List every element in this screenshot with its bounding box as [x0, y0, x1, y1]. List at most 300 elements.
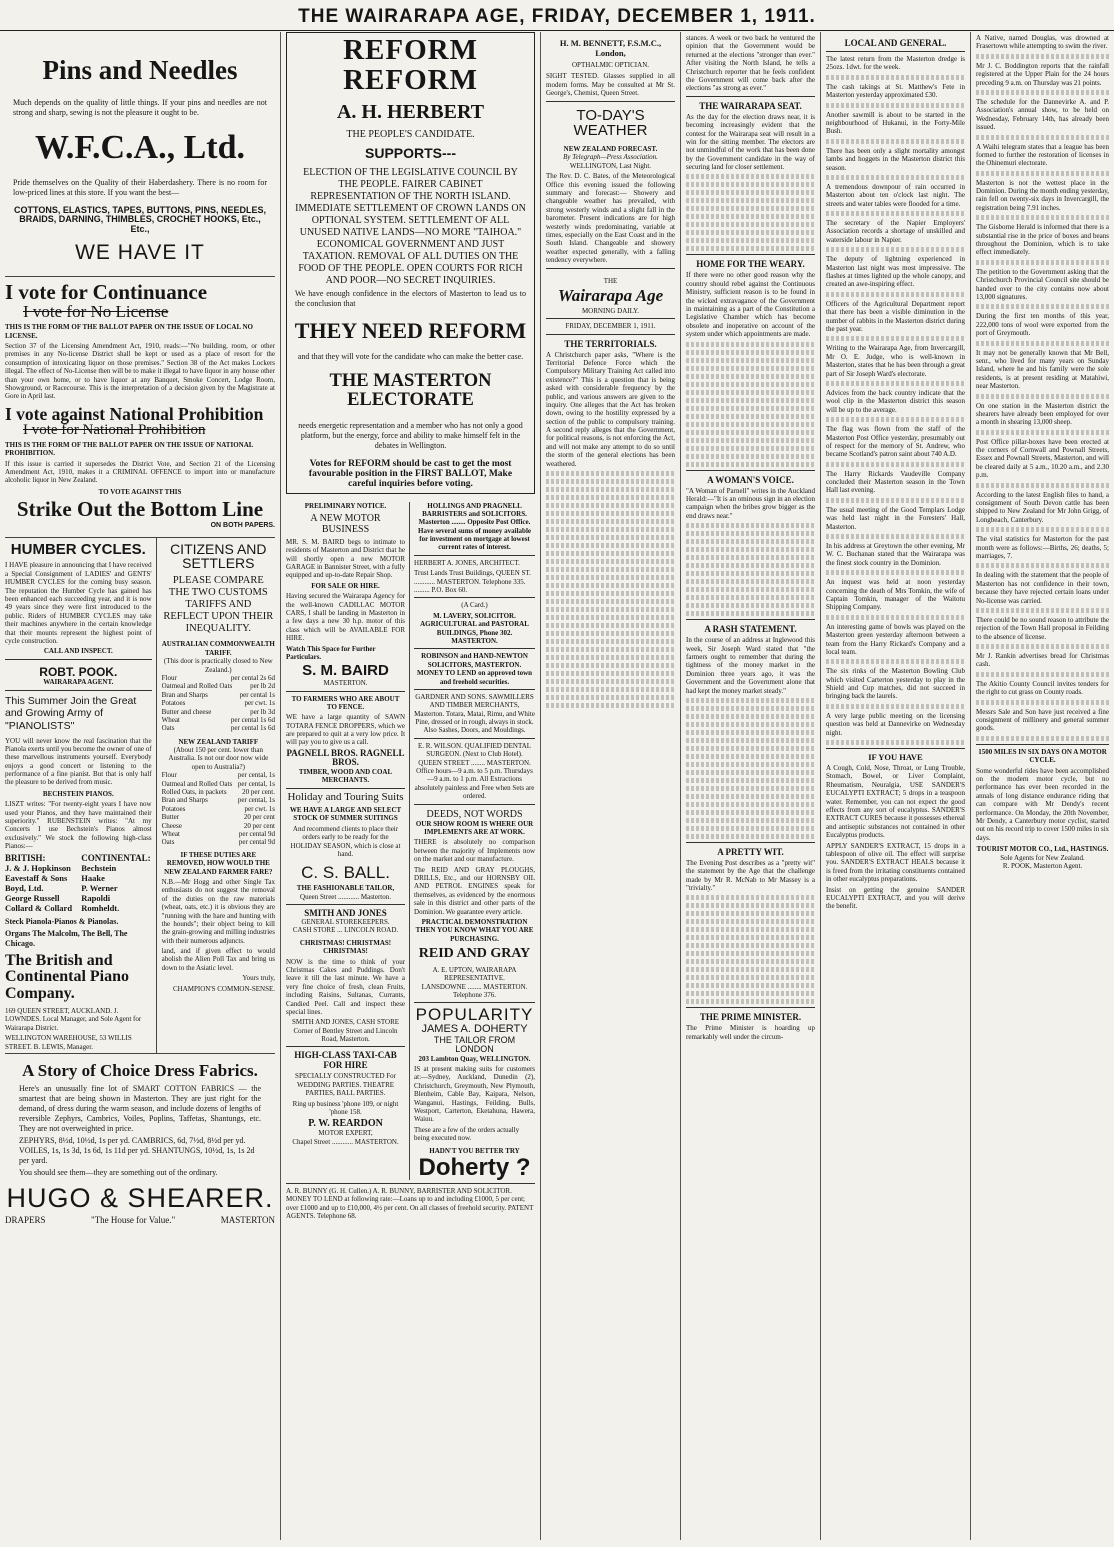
to-vote-against: TO VOTE AGAINST THIS: [98, 487, 182, 496]
text-line: [686, 786, 815, 791]
text-line: [686, 762, 815, 767]
compare-tariffs: PLEASE COMPARE THE TWO CUSTOMS TARIFFS AND REFLECT UPON THEIR INEQUALITY.: [163, 575, 274, 635]
home-weary-title: HOME FOR THE WEARY.: [696, 259, 805, 270]
text-line: [686, 238, 815, 243]
tariff-row: [162, 699, 275, 707]
popularity: POPULARITY: [415, 1005, 534, 1025]
text-line: [546, 615, 675, 620]
if-duties: IF THESE DUTIES ARE REMOVED, HOW WOULD THE NEW ZEALAND FARMER FARE?: [164, 850, 273, 876]
tariff-row: [162, 813, 275, 821]
masterton-label: MASTERTON: [220, 1215, 275, 1226]
column-2: [280, 32, 540, 1540]
col2-right: [410, 502, 535, 1181]
text-line: [546, 631, 675, 636]
upton: A. E. UPTON, WAIRARAPA REPRESENTATIVE.: [432, 965, 517, 983]
timber-merchants: TIMBER, WOOD AND COAL MERCHANTS.: [298, 767, 393, 785]
text-line: [826, 211, 965, 216]
text-line: [546, 679, 675, 684]
text-line: [686, 919, 815, 924]
tariff-row: [162, 691, 275, 699]
text-line: [976, 527, 1109, 532]
tariff-item: Oats: [161, 838, 175, 847]
bcpc-address: 169 QUEEN STREET, AUCKLAND. J. LOWNDES. Local Manager, and Sole Agent for Wairarapa District.: [5, 1006, 142, 1032]
cadillac-text: Having secured the Wairarapa Agency for the well-known CADILLAC MOTOR CARS, I shall be landing in Masterton in a few days a new 30 h.p. motor of this class which will be AVAILABLE FOR HIRE.: [286, 592, 406, 643]
story-prices: ZEPHYRS, 8½d, 10½d, 1s per yd. CAMBRICS, 6d, 7½d, 8½d per yd. VOILES, 1s, 1s 3d, 1s 6d, 1s 11d per yd. SHANTUNGS, 10½d, 1s, 1s 2d per yard.: [19, 1135, 255, 1165]
text-line: [686, 438, 815, 443]
there-is: THERE is absolutely no comparison between the majority of Implements now on the market and our manufacture.: [414, 838, 535, 864]
nb-text: N.B.—Mr Hogg and other Single Tax enthusiasts do not suggest the removal of the duties on the raw materials (wheat, oats, etc.) it is obvious they are "running with the hare and hunting with the hounds"; their object being to kill the grain-growing and milling industries with their numerous adjuncts.: [161, 877, 275, 945]
peoples-candidate: THE PEOPLE'S CANDIDATE.: [346, 128, 475, 140]
tariff-rate: per cental, 1s: [237, 796, 275, 805]
suitings: WE HAVE A LARGE AND SELECT STOCK OF SUMMER SUITINGS: [289, 806, 402, 823]
pins-text: Much depends on the quality of little things. If your pins and needles are not strong and sharp, sewing is not the pleasure it ought to be.: [13, 98, 267, 118]
insist-genuine: Insist on getting the genuine SANDER EUCALYPTI EXTRACT, and you will derive the benefit.: [826, 885, 965, 911]
tourist-motor: TOURIST MOTOR CO., Ltd., HASTINGS.: [976, 845, 1109, 854]
tariff-row: [162, 838, 275, 846]
motor-expert: MOTOR EXPERT,: [318, 1129, 373, 1138]
telephone-376: Telephone 376.: [452, 990, 497, 999]
tariff-rate: per cental 2s 6d: [230, 673, 275, 682]
organs: Organs The Malcolm, The Bell, The Chicago.: [5, 928, 128, 948]
trust-lands: Trust Lands Trust Buildings, QUEEN ST. ............ MASTERTON. Telephone 335. ......... P.O. Box 60.: [414, 569, 531, 595]
weather-text: The Rev. D. C. Bates, of the Meteorological Office this evening issued the following summary and forecast:— Showery and changeable weather has prevailed, with strong westerly winds and a slight fall in the barometer. Present indications are for high westerly winds predominating, variable at times, especially on the East Coast and in the South Island. Changeable and showery weather expected generally, with a falling tendency everywhere.: [546, 172, 675, 265]
vote-against-prohibition: I vote against National Prohibition: [5, 403, 264, 424]
text-line: [546, 527, 675, 532]
local-paragraph: The Harry Rickards Vaudeville Company concluded their Masterton season in the Town Hall last evening.: [826, 469, 965, 495]
tariff-rate: 20 per cent: [243, 813, 275, 822]
tariff-rate: per cental, 1s: [237, 771, 275, 780]
text-line: [686, 818, 815, 823]
text-line: [826, 247, 965, 252]
text-line: [546, 575, 675, 580]
text-line: [686, 358, 815, 363]
to-farmers: TO FARMERS WHO ARE ABOUT TO FENCE.: [291, 694, 400, 711]
tariff-rate: per lb 2d: [250, 682, 275, 691]
text-line: [546, 487, 675, 492]
hugo-shearer: HUGO & SHEARER.: [6, 1182, 274, 1213]
nz-tariff-table: [162, 771, 275, 847]
tariff-row: [162, 724, 275, 732]
news-paragraph: The Akitio County Council invites tenders for the right to cut grass on County roads.: [976, 679, 1109, 697]
form1-text: Section 37 of the Licensing Amendment Act, 1910, reads:—"No building, room, or other premises in any No-license District shall be kept or used as a place of resort for the consumption of intoxicating liquor on those premises." Section 38 of the Act makes Lockers illegal. The effect of No-License then will be to make it illegal to have liquor in any house other than your own home, or to have liquor at any Banquet, Smoke Concert, Lodge Room, Showground, or Racecourse. This is the interpretation of a decision given by the Magistrate at Gore in April last.: [5, 342, 275, 401]
text-line: [686, 706, 815, 711]
text-line: [976, 608, 1109, 613]
tariff-row: [162, 830, 275, 838]
todays-weather: TO-DAY'S WEATHER: [573, 106, 648, 140]
news-paragraph: Masterton is not the wettest place in the Dominion. During the month ending yesterday, rain fell on twenty-six days in Invercargill, the registration being 7.91 inches.: [976, 178, 1109, 212]
text-line: [686, 967, 815, 972]
practical-demo: PRACTICAL DEMONSTRATION THEN YOU KNOW WHAT YOU ARE PURCHASING.: [415, 917, 534, 943]
nz-tariff-title: NEW ZEALAND TARIFF: [178, 737, 259, 746]
motor-cycle-text: Some wonderful rides have been accomplished on the modern motor cycle, but no performance has ever been recorded in the annals of long distance endurance riding that can compare with Mr Dendy's recent performance. On Monday, the 20th November, Mr Dendy, a Canterbury motor cyclist, started out on his record trip to cover 1500 miles in six days.: [976, 766, 1109, 842]
robinson-ad: ROBINSON and HAND-NEWTON SOLICITORS, MASTERTON. MONEY TO LEND on approved town and freehold securities.: [416, 652, 533, 686]
text-line: [546, 599, 675, 604]
text-line: [826, 740, 965, 745]
doherty-name: JAMES A. DOHERTY: [421, 1023, 528, 1036]
text-line: [686, 182, 815, 187]
text-line: [686, 951, 815, 956]
apply-sander: APPLY SANDER'S EXTRACT, 15 drops in a tablespoon of olive oil. The effect will surprise you. SANDER'S EXTRACT HEALS because it is freed from the irritating constituents contained in other eucalyptus preparations.: [826, 841, 965, 884]
text-line: [686, 603, 815, 608]
at-present: IS at present making suits for customers at:—Sydney, Auckland, Dunedin (2), Christchurch, Greymouth, New Plymouth, Blenheim, Cable Bay, Kaipara, Nelson, Wanganui, Hastings, Feilding, Bulls, Westport, Carterton, Eketahuna, Hawera, Waiuu.: [414, 1064, 535, 1124]
text-line: [686, 754, 815, 759]
tariff-row: [162, 796, 275, 804]
text-line: [546, 687, 675, 692]
piano-row: [5, 883, 152, 893]
text-line: [546, 639, 675, 644]
news-paragraph: Mr J. Rankin advertises bread for Christmas cash.: [976, 652, 1109, 669]
pins-title: Pins and Needles: [42, 55, 238, 85]
text-line: [686, 826, 815, 831]
doherty: Doherty ?: [418, 1153, 531, 1181]
ring-up: Ring up business 'phone 109, or night 'phone 158.: [292, 1099, 399, 1117]
text-line: [976, 483, 1109, 488]
reid-text: The REID AND GRAY PLOUGHS, DRILLS, Etc., and our HORNSBY OIL AND PETROL ENGINES speak for themselves, as evidenced by the enormous sale in this district and other parts of the Dominion. We guarantee every article.: [414, 865, 535, 916]
pretty-wit-text: The Evening Post describes as a "pretty wit" the statement by the Age that the challenge made by Mr R. McNab to Mr Massey is a "trivialty.": [686, 858, 815, 893]
text-line: [546, 567, 675, 572]
sole-agents: Sole Agents for New Zealand.: [1000, 853, 1085, 862]
column-5: [820, 32, 970, 1540]
text-line: [976, 341, 1109, 346]
piano-continental: Rapoldi: [81, 892, 111, 903]
humber-title: HUMBER CYCLES.: [10, 540, 146, 558]
local-paragraph: Advices from the back country indicate that the wool clip in the Masterton district this season will be up to the average.: [826, 388, 965, 414]
vote-continuance: I vote for Continuance: [5, 280, 208, 305]
tariff-item: Butter and cheese: [161, 707, 212, 716]
wairarapa-age-title: Wairarapa Age: [557, 285, 664, 305]
text-line: [686, 802, 815, 807]
pagnell-bros: PAGNELL BROS. RAGNELL BROS.: [286, 747, 405, 768]
text-line: [686, 214, 815, 219]
local-paragraph: The six rinks of the Masterton Bowling Club which visited Carterton yesterday to play in the Shield and Cup matches, did not succeed in bringing back the laurels.: [826, 667, 965, 701]
tariff-rate: per lb 3d: [250, 707, 275, 716]
steck: Steck Pianola-Pianos & Pianolas.: [5, 916, 119, 926]
tariff-item: Flour: [161, 673, 177, 682]
prime-minister-title: THE PRIME MINISTER.: [699, 1012, 802, 1023]
local-paragraph: An interesting game of bowls was played on the Masterton green yesterday afternoon between a team from the Harry Rickard's Company and a local team.: [826, 622, 965, 656]
motor-business-title: A NEW MOTOR BUSINESS: [310, 512, 381, 535]
local-paragraph: Officers of the Agricultural Department report that there has been a visible diminution in the number of rabbits in the Masterton district during the past year.: [826, 299, 965, 333]
herbert-jones-ad: HERBERT A. JONES, ARCHITECT.: [414, 558, 520, 567]
text-line: [686, 579, 815, 584]
vote-prohibition-struck: I vote for National Prohibition: [23, 422, 206, 439]
news-paragraph: During the first ten months of this year, 222,000 tons of wool were exported from the port of Greymouth.: [976, 312, 1109, 338]
local-paragraph: Writing to the Wairarapa Age, from Invercargill, Mr O. E. Judge, who is well-known in Masterton, states that he has been through a great part of Sir Joseph Ward's electorate.: [826, 344, 965, 378]
they-need-reform: THEY NEED REFORM: [294, 317, 527, 343]
news-paragraph: According to the latest English files to hand, a consignment of South Devon cattle has been shipped to New Zealand for Mr John Grigg, of Longbeach, Canterbury.: [976, 490, 1109, 524]
masterton-electorate: THE MASTERTON ELECTORATE: [329, 370, 492, 411]
news-paragraph: Messrs Sale and Son have just received a fine consignment of millinery and general summer goods.: [976, 707, 1109, 733]
text-line: [686, 523, 815, 528]
confidence: We have enough confidence in the electors of Masterton to lead us to the conclusion that: [295, 288, 526, 308]
territorials-text: A Christchurch paper asks, "Where is the Territorial Defence Force which the Compulsory Military Training Act called into existence?" This is a question that is being asked with considerable frequency by the public, and various answers are given to the inquiry. One alleges that the Act has broken down, owing to the hostility expressed by a section of the public to compulsory training. A second reply alleges that the Government, for political reasons, is not enforcing the Act, and will not make any attempt to do so until the storm of the general elections has been weathered.: [546, 350, 675, 468]
text-line: [686, 342, 815, 347]
news-paragraph: A Waihi telegram states that a league has been formed to further the restoration of licenses in the Ohinemuri electorate.: [976, 142, 1109, 168]
if-you-have: IF YOU HAVE: [868, 752, 923, 763]
pins-needles-ad: [5, 32, 275, 277]
column-3-text-lines: [546, 471, 675, 708]
text-line: [546, 479, 675, 484]
piano-row: [5, 903, 152, 913]
stances-text: stances. A week or two back he ventured the opinion that the Government would be returned at the elections "stronger than ever." After visiting the North Island, he tells a Christchurch reporter that he feels confident the Government will come back after the elections "as strong as ever.": [686, 34, 815, 93]
piano-row: [5, 863, 152, 873]
text-line: [976, 672, 1109, 677]
text-line: [826, 498, 965, 503]
story-title: A Story of Choice Dress Fabrics.: [22, 1060, 258, 1080]
text-line: [546, 591, 675, 596]
text-line: [976, 394, 1109, 399]
news-paragraph: In dealing with the statement that the people of Masterton has not confidence in their town, because they have rejected certain loans under No-license was carried.: [976, 571, 1109, 605]
lansdowne: LANSDOWNE ........ MASTERTON.: [421, 982, 528, 991]
tariff-row: [162, 771, 275, 779]
text-line: [826, 462, 965, 467]
hugo-footer: [5, 1215, 275, 1225]
vote-no-license-struck: I vote for No License: [23, 302, 169, 322]
fashionable-tailor: THE FASHIONABLE TAILOR,: [296, 884, 395, 893]
text-line: [976, 54, 1109, 59]
local-paragraph: In his address at Greytown the other evening, Mr W. C. Buchanan stated that the Wairarapa was the finest stock country in the Dominion.: [826, 542, 965, 567]
text-line: [976, 260, 1109, 265]
and-that: and that they will vote for the candidate who can make the better case.: [297, 351, 524, 361]
wfca-text: Pride themselves on the Quality of their Haberdashery. There is no room for low-priced lines at this store. If you want the best—: [13, 178, 267, 198]
form2-text: If this issue is carried it supersedes the District Vote, and Section 21 of the Licensing Amendment Act, 1910, makes it a CRIMINAL OFFENCE to import into or manufacture alcoholic liquor in New Zealand.: [5, 459, 275, 485]
text-line: [686, 595, 815, 600]
text-line: [826, 103, 965, 108]
tariff-rate: per cwt. 1s: [244, 699, 275, 708]
text-line: [686, 927, 815, 932]
tariff-rate: per cental, 1s: [237, 779, 275, 788]
masthead: THE WAIRARAPA AGE, FRIDAY, DECEMBER 1, 1911.: [0, 6, 1114, 31]
local-paragraph: The deputy of lightning experienced in Masterton last night was most impressive. The flashes at times lighted up the whole canopy, and created an awe-inspiring effect.: [826, 255, 965, 289]
taxi-text: SPECIALLY CONSTRUCTED For WEDDING PARTIES. THEATRE PARTIES, BALL PARTIES.: [295, 1072, 396, 1098]
text-line: [546, 695, 675, 700]
tariff-item: Cheese: [161, 821, 182, 830]
tariff-rate: 20 per cent.: [242, 788, 275, 797]
text-line: [976, 171, 1109, 176]
tariff-item: Potatoes: [161, 804, 186, 813]
news-paragraph: The Gisborne Herald is informed that there is a substantial rise in the price of boxes and beans throughout the Dominion, which is to take effect immediately.: [976, 223, 1109, 257]
text-line: [686, 911, 815, 916]
text-line: [686, 246, 815, 251]
text-line: [826, 336, 965, 341]
news-paragraph: The petition to the Government asking that the Christchurch Provincial Council site should be handed over to the city contains now about 13,000 signatures.: [976, 267, 1109, 301]
text-line: [976, 736, 1109, 741]
text-line: [686, 198, 815, 203]
continental-header: CONTINENTAL:: [81, 852, 151, 863]
humber-text: I HAVE pleasure in announcing that I have received a Special Consignment of LADIES' and GENTS' HUMBER CYCLES for the coming busy season. The reputation the Humber Cycle has gained has been enhanced each succeeding year, and it is now 49 years since they were first introduced to the public. Riders of HUMBER CYCLES may take their machines anywhere in the certain knowledge that their mounts represent the highest point of cycle construction.: [5, 561, 152, 645]
news-paragraph: A Native, named Douglas, was drowned at Frasertown while attempting to swim the river.: [976, 34, 1109, 51]
deeds-not-words: DEEDS, NOT WORDS: [426, 808, 523, 820]
local-paragraph: The usual meeting of the Good Templars Lodge was held last night in the Foresters' Hall, Masterton.: [826, 505, 965, 531]
text-line: [686, 714, 815, 719]
tariff-row: [162, 682, 275, 690]
column-6-paragraphs: [976, 34, 1109, 741]
text-line: [976, 430, 1109, 435]
column-1: [0, 32, 280, 1540]
by-telegraph: By Telegraph—Press Association.: [563, 153, 658, 162]
col1-right: [157, 538, 275, 1053]
morning-daily: MORNING DAILY.: [581, 306, 640, 315]
text-line: [976, 563, 1109, 568]
text-line: [686, 778, 815, 783]
local-paragraph: The flag was flown from the staff of the Masterton Post Office yesterday, presumably out of respect for the memory of St. Andrew, who became Scotland's patron saint about 740 A.D.: [826, 425, 965, 459]
general-storekeepers: GENERAL STOREKEEPERS.: [301, 918, 390, 927]
reform-title: REFORM REFORM: [343, 34, 478, 97]
on-both-papers: ON BOTH PAPERS.: [210, 522, 275, 530]
wairarapa-seat-title: THE WAIRARAPA SEAT.: [699, 100, 802, 111]
local-paragraph: An inquest was held at noon yesterday concerning the death of Mrs Tomkin, the wife of Captain Tomkin, manager of the Waitotu Shipping Company.: [826, 578, 965, 612]
text-line: [686, 983, 815, 988]
smith-jones: SMITH AND JONES: [304, 908, 387, 919]
text-line: [826, 417, 965, 422]
text-line: [546, 655, 675, 660]
wairarapa-seat-text: As the day for the election draws near, it is becoming increasingly evident that the contest for the Wairarapa seat will result in a win for the sitting member. The electors are not unmindful of the work that has been done by the Government candidate in the way of securing land for closer settlement.: [686, 112, 815, 172]
text-line: [686, 794, 815, 799]
rash-statement-title: A RASH STATEMENT.: [704, 624, 797, 635]
tariff-row: [162, 805, 275, 813]
news-paragraph: The schedule for the Dannevirke A. and P. Association's annual show, to be held on Wednesday, February 14th, has already been issued.: [976, 97, 1109, 132]
tailor-from-london: THE TAILOR FROM LONDON: [433, 1034, 516, 1055]
piano-british: George Russell: [5, 892, 60, 903]
text-line: [546, 559, 675, 564]
citizens-title: CITIZENS AND SETTLERS: [170, 540, 267, 572]
prelim-notice: PRELIMINARY NOTICE.: [304, 501, 387, 510]
taxi-title: HIGH-CLASS TAXI-CAB FOR HIRE: [294, 1050, 397, 1071]
text-line: [686, 398, 815, 403]
text-line: [686, 531, 815, 536]
form1-title: THIS IS THE FORM OF THE BALLOT PAPER ON THE ISSUE OF LOCAL NO LICENSE.: [5, 323, 253, 340]
tariff-rate: per cental 1s 6d: [230, 724, 275, 733]
baird-name: S. M. BAIRD: [302, 662, 389, 680]
fence-text: WE have a large quantity of SAWN TOTARA FENCE DROPPERS, which we are prepared to quit at a very low price. It will pay you to give us a call.: [286, 713, 406, 747]
text-line: [686, 975, 815, 980]
home-weary-text: If there were no other good reason why the country should rebel against the Continuous Ministry, sufficient reason is to be found in the wicked extravagance of the Government in maintaining as a part of the Constitution a Legislative Chamber which has become obsolete and inoperative on account of the system under which appointments are made.: [686, 271, 815, 339]
local-paragraph: The secretary of the Napier Employers' Association records a shortage of unskilled and waterside labour in Napier.: [826, 219, 965, 244]
text-line: [826, 292, 965, 297]
needs-text: needs energetic representation and a member who has not only a good platform, but the energy, force and ability to make himself felt in the debates in Wellington.: [298, 420, 523, 450]
piano-row: [5, 873, 152, 883]
few-orders: These are a few of the orders actually being executed now.: [414, 1125, 520, 1143]
text-line: [686, 563, 815, 568]
bechstein-text: LISZT writes: "For twenty-eight years I have now used your Pianos, and they have maintained their superiority." RUBENSTEIN writes: "At my Concerts I use Bechstein's Pianos almost exclusively." We stock the following high-class Pianos:—: [5, 800, 152, 851]
form2-title: THIS IS THE FORM OF THE BALLOT PAPER ON THE ISSUE OF NATIONAL PROHIBITION.: [5, 440, 254, 458]
baird-location: MASTERTON.: [323, 679, 368, 688]
tariff-item: Oats: [161, 724, 175, 733]
text-line: [686, 555, 815, 560]
text-line: [826, 175, 965, 180]
supports: SUPPORTS---: [365, 144, 456, 161]
local-paragraph: There has been only a slight mortality amongst lambs and hoggets in the Masterton district this season.: [826, 146, 965, 172]
news-paragraph: On one station in the Masterton district the shearers have already been employed for over a month in shearing 13,000 sheep.: [976, 401, 1109, 427]
column-4: [680, 32, 820, 1540]
signature: CHAMPION'S COMMON-SENSE.: [173, 984, 275, 993]
text-line: [686, 366, 815, 371]
lavery-ad: M. LAVERY, SOLICITOR. AGRICULTURAL and PASTORAL BUILDINGS, Phone 302. MASTERTON.: [420, 611, 529, 645]
text-line: [976, 304, 1109, 309]
text-line: [686, 738, 815, 743]
wfca-logo: W.F.C.A., Ltd.: [34, 129, 246, 167]
wfca-items: COTTONS, ELASTICS, TAPES, BUTTONS, PINS, NEEDLES, BRAIDS, DARNING, THIMBLES, CROCHET HOOKS, Etc., Etc.,: [13, 205, 267, 234]
tariff-item: Bran and Sharps: [161, 796, 208, 805]
local-paragraph: The latest return from the Masterton dredge is 25ozs. 1dwt. for the week.: [826, 55, 965, 72]
tariff-row: [162, 708, 275, 716]
we-have-it: WE HAVE IT: [75, 241, 205, 265]
tariff-item: Rolled Oats, in packets: [161, 788, 227, 797]
bcpc-title: The British and Continental Piano Company.: [5, 951, 130, 1003]
column-3: [540, 32, 680, 1540]
wairarapa-agent: WAIRARAPA AGENT.: [43, 678, 114, 687]
text-line: [546, 663, 675, 668]
nz-forecast: NEW ZEALAND FORECAST.: [563, 145, 658, 154]
text-line: [686, 746, 815, 751]
hadnt-you: HADN'T YOU BETTER TRY: [429, 1146, 520, 1155]
text-line: [546, 647, 675, 652]
tariff-rate: per cental 9d: [238, 838, 275, 847]
news-paragraph: The vital statistics for Masterton for the past month were as follows:—Births, 26; deaths, 5; marriages, 7.: [976, 535, 1109, 560]
reform-ad: [286, 32, 535, 494]
text-line: [546, 471, 675, 476]
piano-headers: [5, 853, 152, 863]
text-line: [686, 698, 815, 703]
opthalmic: OPTHALMIC OPTICIAN.: [572, 61, 649, 69]
text-line: [686, 611, 815, 616]
text-line: [686, 999, 815, 1004]
text-line: [686, 374, 815, 379]
tariff-item: Wheat: [161, 715, 180, 724]
news-paragraph: Mr J. C. Boddington reports that the rainfall registered at the Upper Plain for the 24 hours preceding 9 a.m. on Thursday was 21 points.: [976, 61, 1109, 87]
text-line: [976, 700, 1109, 705]
text-line: [826, 534, 965, 539]
text-line: [546, 495, 675, 500]
text-line: [686, 222, 815, 227]
seat-text-lines: [686, 174, 815, 251]
text-line: [546, 519, 675, 524]
piano-british: Eavestaff & Sons: [5, 872, 68, 883]
tariff-rate: per cental 1s 6d: [230, 715, 275, 724]
queen-street: Queen Street ............ Masterton.: [300, 892, 391, 901]
sander-text: A Cough, Cold, Nose, Throat, or Lung Trouble, Stomach, Bowel, or Liver Complaint, Rheumatism, Neuralgia, USE SANDER'S EUCALYPTI EXTRACT; 5 drops in a teaspoon water. Remember, you can not expect the good effects from any sort of eucalyptus. SANDER'S EXTRACT CURES because it possesses ethereal and antiseptic substances not contained in other Eucalyptus products.: [826, 764, 965, 840]
cash-store: CASH STORE ... LINCOLN ROAD.: [292, 926, 399, 935]
motor-cycle-miles-title: 1500 MILES IN SIX DAYS ON A MOTOR CYCLE.: [978, 747, 1107, 765]
tariff-rate: per cental 1s: [239, 690, 275, 699]
tariff-rate: per cental 9d: [238, 829, 275, 838]
drapers-label: DRAPERS: [5, 1215, 46, 1226]
text-line: [546, 511, 675, 516]
tariff-row: [162, 674, 275, 682]
text-line: [686, 422, 815, 427]
text-line: [686, 770, 815, 775]
col2-split: [286, 502, 535, 1181]
sight-tested: SIGHT TESTED. Glasses supplied in all modern forms. May be consulted at Mr St. George's, Chemist, Queen Street.: [546, 72, 675, 98]
lambton-quay: 203 Lambton Quay, WELLINGTON.: [418, 1054, 531, 1063]
text-line: [686, 446, 815, 451]
text-line: [546, 607, 675, 612]
text-line: [686, 539, 815, 544]
text-line: [976, 215, 1109, 220]
yours-truly: Yours truly,: [242, 974, 275, 983]
land-text: land, and if given effect to would abolish the Alien Poll Tax and bring us down to the Asiatic level.: [161, 947, 275, 972]
tariff-item: Butter: [161, 813, 180, 822]
column-6: [970, 32, 1114, 1540]
piano-continental: Romheldt.: [81, 902, 120, 913]
text-line: [546, 671, 675, 676]
text-line: [686, 382, 815, 387]
text-line: [826, 659, 965, 664]
text-line: [546, 535, 675, 540]
bennett-name: H. M. BENNETT, F.S.M.C., London,: [559, 38, 662, 58]
text-line: [686, 430, 815, 435]
herbert-name: A. H. HERBERT: [336, 100, 485, 123]
